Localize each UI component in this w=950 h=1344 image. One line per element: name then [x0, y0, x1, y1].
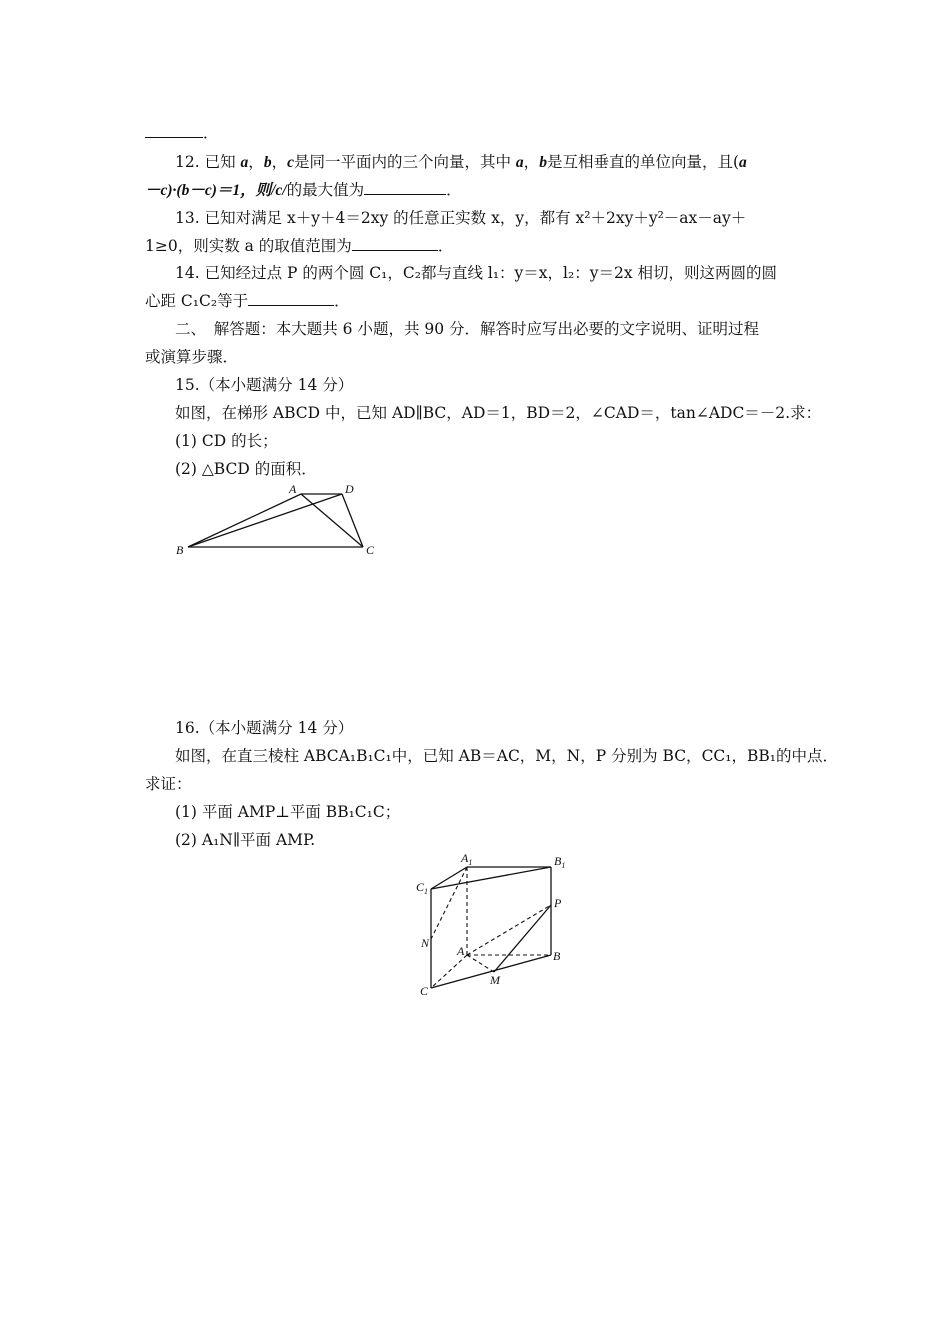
- answer-blank: [145, 123, 203, 138]
- q12-text: 已知: [204, 153, 236, 171]
- question-15-part-2: (2) △BCD 的面积．: [175, 460, 317, 478]
- vector-a: a: [739, 154, 747, 171]
- q13-text: 1≥0，则实数 a 的取值范围为: [145, 237, 352, 255]
- trapezoid-figure: [170, 480, 390, 570]
- answer-blank: [364, 180, 446, 195]
- label-C: C: [420, 984, 429, 998]
- vector-a: a: [515, 154, 524, 171]
- prism-figure: [410, 845, 580, 1005]
- q12-text: 的最大值为: [286, 181, 365, 199]
- segment-MP: [494, 905, 551, 972]
- question-16-part-1: (1) 平面 AMP⊥平面 BB₁C₁C；: [175, 803, 401, 821]
- question-16-body-line-2: 求证：: [145, 775, 192, 793]
- question-16-part-2: (2) A₁N∥平面 AMP.: [175, 831, 316, 849]
- label-N: N: [421, 936, 430, 950]
- question-15-part-1: (1) CD 的长；: [175, 432, 278, 450]
- period: ．: [446, 181, 462, 199]
- label-C: C: [366, 543, 375, 557]
- question-13-line-1: [175, 208, 746, 228]
- question-15-header: 15.（本小题满分 14 分）: [175, 376, 354, 394]
- question-14-line-2: [145, 291, 350, 311]
- question-12-line-1: 12. 已知 a，b，c是同一平面内的三个向量，其中 a，b是互相垂直的单位向量，且(a: [175, 153, 747, 171]
- label-M: M: [490, 973, 500, 987]
- q14-text: 已知经过点 P 的两个圆 C₁，C₂都与直线 l₁：y＝x，l₂：y＝2x 相切，则这两圆的圆: [204, 264, 778, 282]
- label-B1: $B_1$: [554, 854, 566, 870]
- q12-text: 是互相垂直的单位向量，且(: [546, 153, 739, 171]
- question-15-body: 如图，在梯形 ABCD 中，已知 AD∥BC，AD＝1，BD＝2，∠CAD＝，tan∠ADC＝－2.求：: [175, 404, 822, 422]
- question-16-header: 16.（本小题满分 14 分）: [175, 719, 354, 737]
- vector-b: b: [263, 154, 272, 171]
- label-A: A: [289, 482, 297, 496]
- question-number: 12.: [175, 153, 200, 171]
- abs-c: /c/: [271, 182, 287, 199]
- segment-AM-hidden: [467, 955, 494, 972]
- question-number: 14.: [175, 264, 200, 282]
- question-number: 13.: [175, 209, 200, 227]
- label-A: A: [457, 944, 465, 958]
- label-C1: $C_1$: [416, 880, 429, 896]
- label-P: P: [554, 896, 562, 910]
- question-12-line-2: [145, 180, 462, 201]
- vector-c: c: [287, 154, 294, 171]
- q13-text: 已知对满足 x＋y＋4＝2xy 的任意正实数 x，y，都有 x²＋2xy＋y²－ax－ay＋: [204, 209, 747, 227]
- section-2-heading-line-1: 二、 解答题：本大题共 6 小题，共 90 分．解答时应写出必要的文字说明、证明过程: [175, 320, 760, 338]
- segment-AC: [301, 494, 363, 547]
- label-B: B: [176, 543, 184, 557]
- q14-text: 心距 C₁C₂等于: [145, 292, 249, 310]
- q12-condition: －c)·(b－c)＝1，则: [145, 182, 272, 199]
- answer-blank: [248, 291, 334, 306]
- label-D: D: [345, 482, 354, 496]
- segment-AP-hidden: [467, 905, 551, 955]
- section-2-heading-line-2: 或演算步骤．: [145, 348, 239, 366]
- question-13-line-2: [145, 236, 453, 256]
- segment-BA: [188, 494, 301, 547]
- segment-DC: [342, 494, 363, 547]
- period: ．: [334, 292, 350, 310]
- period: ．: [203, 124, 219, 142]
- period: ．: [437, 237, 454, 255]
- question-14-line-1: [175, 263, 777, 283]
- vector-a: a: [240, 154, 249, 171]
- question-16-body-line-1: 如图，在直三棱柱 ABCA₁B₁C₁中，已知 AB＝AC，M，N，P 分别为 BC，CC₁，BB₁的中点．: [175, 747, 838, 765]
- q12-text: 是同一平面内的三个向量，其中: [293, 153, 511, 171]
- label-A1: $A_1$: [461, 851, 473, 867]
- segment-BD: [188, 494, 342, 547]
- top-answer-blank-line: [145, 123, 219, 143]
- label-B: B: [553, 949, 561, 963]
- answer-blank: [352, 236, 438, 251]
- vector-b: b: [539, 154, 547, 171]
